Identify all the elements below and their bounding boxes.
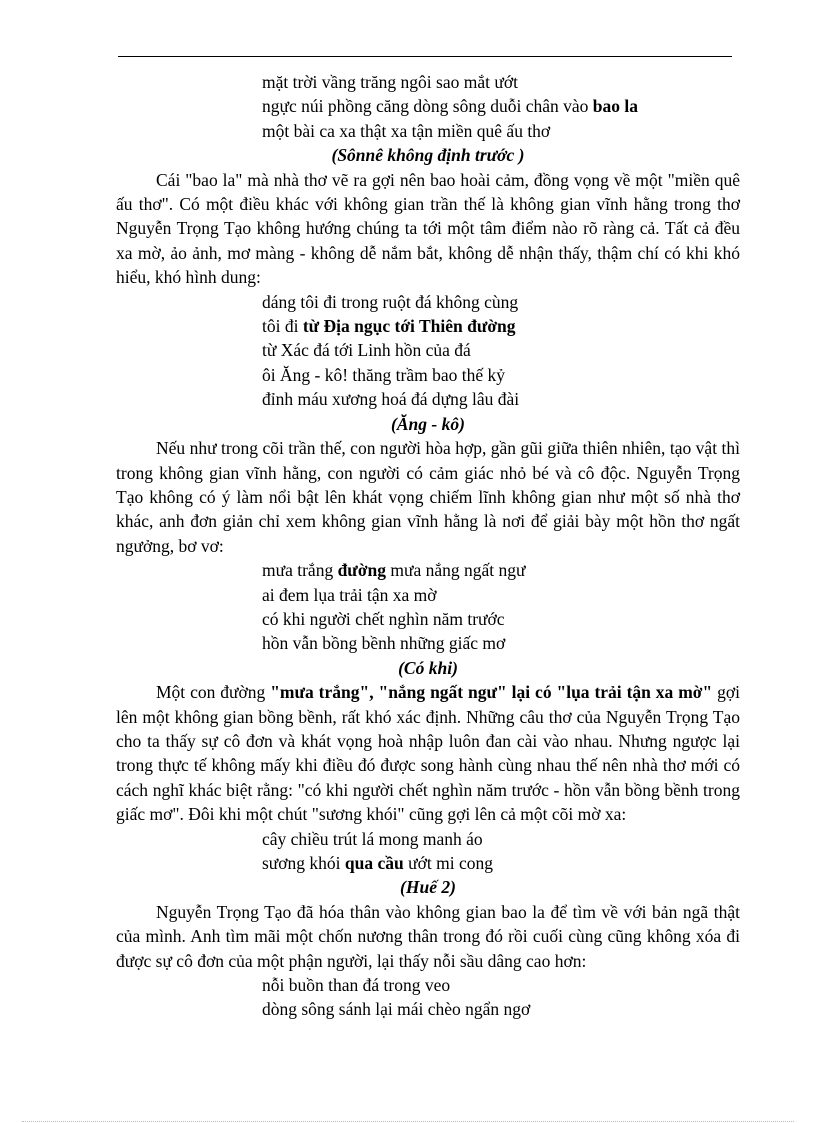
document-body bbox=[116, 70, 740, 1022]
poem-citation: (Huế 2) bbox=[400, 877, 456, 898]
verse-line: dòng sông sánh lại mái chèo ngẩn ngơ bbox=[262, 999, 531, 1020]
verse-line bbox=[116, 851, 740, 875]
verse-bold: qua cầu bbox=[344, 853, 404, 873]
verse-line: cây chiều trút lá mong manh áo bbox=[262, 828, 483, 849]
verse-text: tôi đi bbox=[262, 316, 303, 337]
verse-text: mưa nắng ngất ngư bbox=[386, 560, 526, 581]
verse-line: hồn vẫn bồng bềnh những giấc mơ bbox=[262, 633, 506, 654]
verse-line: nỗi buồn than đá trong veo bbox=[262, 975, 451, 996]
verse-line: một bài ca xa thật xa tận miền quê ấu thơ bbox=[262, 120, 551, 141]
paragraph: Cái "bao la" mà nhà thơ vẽ ra gợi nên bao hoài cảm, đồng vọng về một "miền quê ấu thơ". Có một điều khác với không gian trần thế là không gian vĩnh hằng trong thơ Nguyễn Trọng Tạo không hướng chúng ta tới một tâm điểm nào rõ ràng cả. Tất cả đều xa mờ, ảo ảnh, mơ màng - không dễ nắm bắt, không dễ nhận thấy, thậm chí có khi khó hiểu, khó hình dung: bbox=[116, 169, 740, 288]
verse-line: mặt trời vầng trăng ngôi sao mắt ướt bbox=[262, 72, 518, 92]
paragraph-bold: "mưa trắng", "nắng ngất ngư" lại có "lụa trải tận xa mờ" bbox=[270, 682, 713, 703]
verse-line bbox=[116, 314, 740, 338]
verse-line bbox=[116, 94, 740, 118]
verse-line bbox=[116, 558, 740, 582]
verse-text: sương khói bbox=[262, 853, 345, 873]
verse-line: có khi người chết nghìn năm trước bbox=[262, 608, 505, 629]
paragraph-text: Một con đường bbox=[156, 682, 271, 703]
poem-citation: (Có khi) bbox=[398, 657, 458, 678]
paragraph: Nếu như trong cõi trần thế, con người hòa hợp, gần gũi giữa thiên nhiên, tạo vật thì trong không gian vĩnh hằng, con người có cảm giác nhỏ bé và cô độc. Nguyễn Trọng Tạo không có ý làm nổi bật lên khát vọng chiếm lĩnh không gian như một số nhà thơ khác, anh đơn giản chỉ xem không gian vĩnh hằng là nơi để giải bày một hồn thơ ngất ngưởng, bơ vơ: bbox=[116, 438, 740, 556]
poem-citation: (Ăng - kô) bbox=[391, 413, 465, 434]
verse-line: đỉnh máu xương hoá đá dựng lâu đài bbox=[262, 389, 520, 410]
page-bottom-edge bbox=[22, 1121, 794, 1122]
poem-citation: (Sônnê không định trước ) bbox=[331, 145, 525, 166]
verse-line: ai đem lụa trải tận xa mờ bbox=[262, 584, 437, 605]
verse-text: ướt mi cong bbox=[403, 853, 493, 873]
verse-bold: đường bbox=[337, 560, 386, 581]
verse-bold: bao la bbox=[592, 96, 638, 117]
paragraph bbox=[116, 680, 740, 826]
verse-text: ngực núi phồng căng dòng sông duỗi chân vào bbox=[262, 96, 593, 117]
verse-text: mưa trắng bbox=[262, 560, 338, 581]
verse-line: từ Xác đá tới Linh hồn của đá bbox=[262, 340, 471, 361]
verse-line: dáng tôi đi trong ruột đá không cùng bbox=[262, 291, 519, 312]
paragraph: Nguyễn Trọng Tạo đã hóa thân vào không gian bao la để tìm về với bản ngã thật của mình. Anh tìm mãi một chốn nương thân trong đó rồi cuối cùng cũng không xóa đi được sự cô đơn của một phận người, lại thấy nỗi sầu dâng cao hơn: bbox=[116, 901, 740, 971]
header-rule bbox=[118, 56, 732, 57]
paragraph-text: gợi lên một không gian bồng bềnh, rất khó xác định. Những câu thơ của Nguyễn Trọng Tạo cho ta thấy sự cô đơn và khát vọng hoà nhập luôn đan cài vào nhau. Nhưng ngược lại trong thực tế không mấy khi điều đó được song hành cùng nhau thế nên nhà thơ mới có cách nghĩ khác biệt rằng: "có khi người chết nghìn năm trước - hồn vẫn bồng bềnh trong giấc mơ". Đôi khi một chút "sương khói" cũng gợi lên cả một cõi mờ xa: bbox=[116, 682, 740, 825]
verse-bold: từ Địa ngục tới Thiên đường bbox=[302, 316, 516, 337]
verse-line: ôi Ăng - kô! thăng trầm bao thế kỷ bbox=[262, 364, 506, 385]
